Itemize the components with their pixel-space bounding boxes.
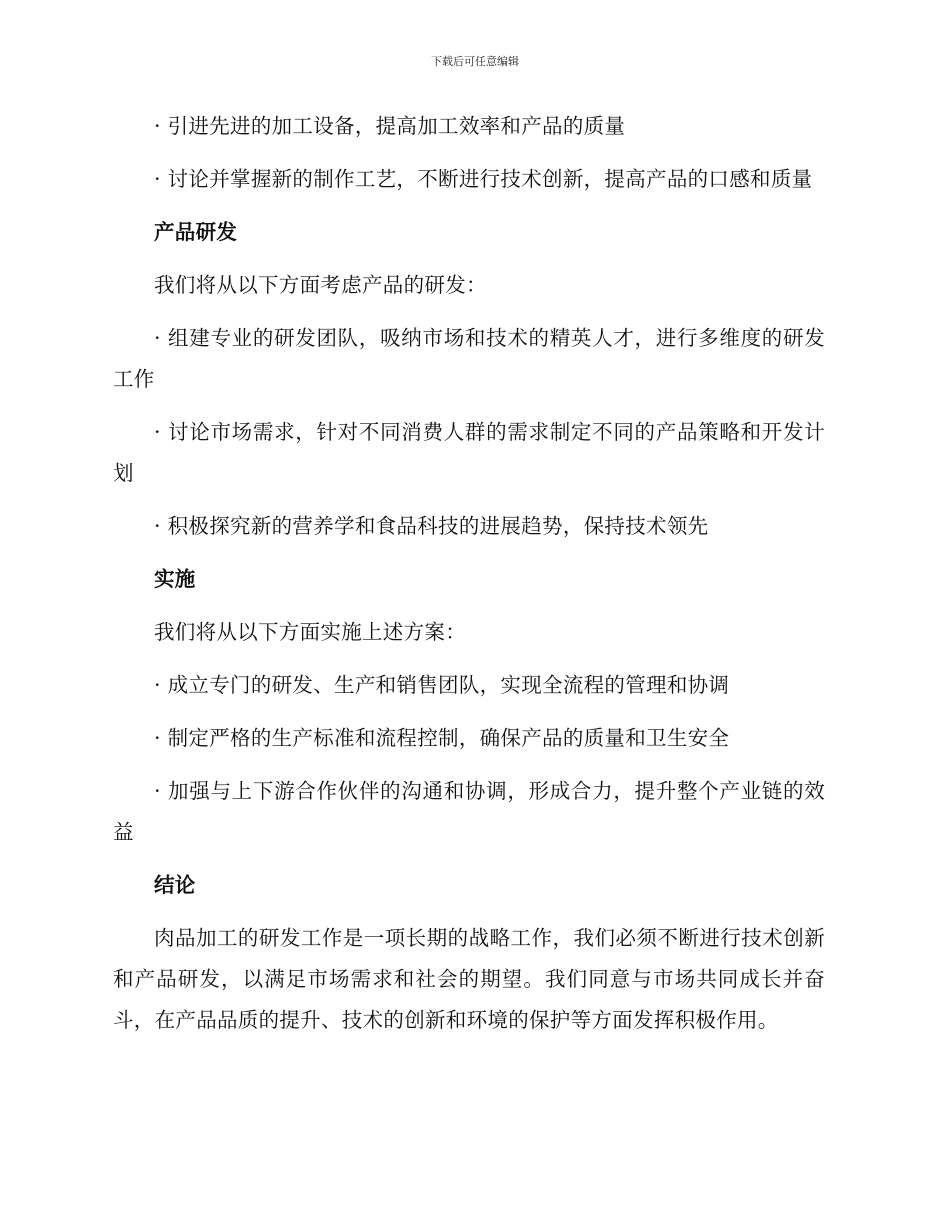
page-header: 下载后可任意编辑 [431,55,519,68]
section-heading: 产品研发 [154,220,238,244]
bullet-item: · 成立专门的研发、生产和销售团队，实现全流程的管理和协调 [154,673,730,697]
bullet-item: · 组建专业的研发团队，吸纳市场和技术的精英人才，进行多维度的研发工作 [113,326,825,391]
bullet-item: · 讨论市场需求，针对不同消费人群的需求制定不同的产品策略和开发计划 [113,420,825,485]
section-heading: 结论 [154,873,196,897]
bullet-item: · 讨论并掌握新的制作工艺，不断进行技术创新，提高产品的口感和质量 [154,167,813,191]
section-heading: 实施 [154,567,196,591]
bullet-item: · 制定严格的生产标准和流程控制，确保产品的质量和卫生安全 [154,726,730,750]
paragraph: 肉品加工的研发工作是一项长期的战略工作，我们必须不断进行技术创新和产品研发，以满足市场需求和社会的期望。我们同意与市场共同成长并奋斗，在产品品质的提升、技术的创新和环境的保护等方面发挥积极作用。 [113,926,825,1032]
bullet-item: · 加强与上下游合作伙伴的沟通和协调，形成合力，提升整个产业链的效益 [113,779,825,844]
bullet-item: · 引进先进的加工设备，提高加工效率和产品的质量 [154,114,626,138]
paragraph: 我们将从以下方面实施上述方案： [154,620,466,644]
bullet-item: · 积极探究新的营养学和食品科技的进展趋势，保持技术领先 [154,514,709,538]
document-body [113,106,825,1053]
paragraph: 我们将从以下方面考虑产品的研发： [154,273,487,297]
